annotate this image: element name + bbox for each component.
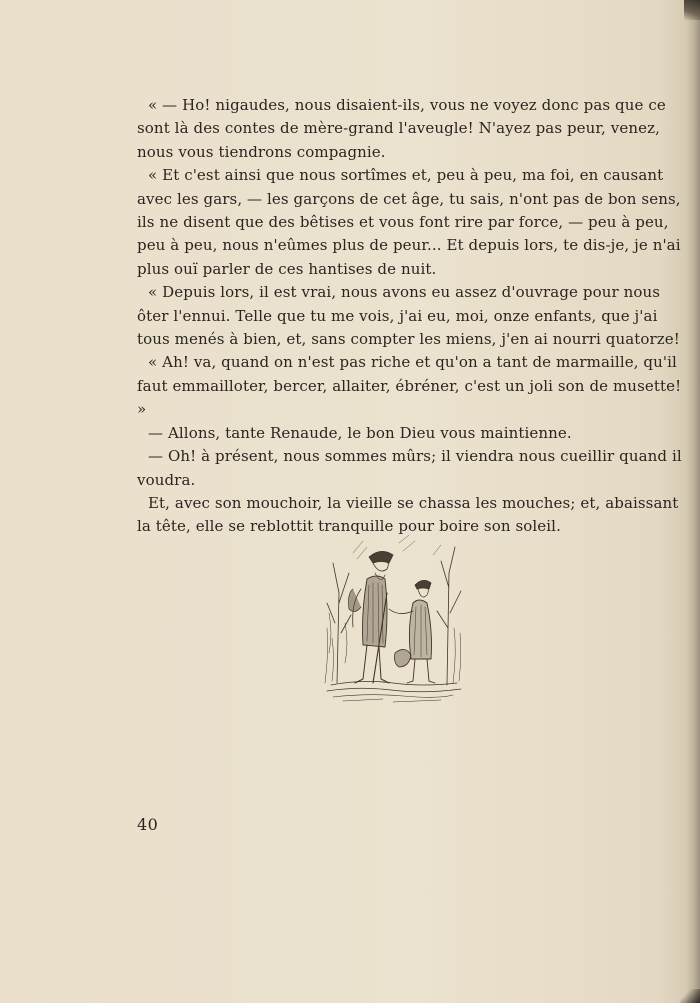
page-corner-top-right (684, 0, 700, 20)
body-text (137, 94, 687, 539)
paragraph-4: « Ah! va, quand on n'est pas riche et qu'on a tant de marmaille, qu'il faut emmailloter, bercer, allaiter, ébréner, c'est un joli son de musette! » (137, 353, 682, 419)
paragraph-6: — Oh! à présent, nous sommes mûrs; il viendra nous cueillir quand il voudra. (137, 447, 682, 489)
page-edge-shadow (686, 0, 700, 1003)
paragraph-1: « — Ho! nigaudes, nous disaient-ils, vous ne voyez donc pas que ce sont là des contes de mère-grand l'aveugle! N'ayez pas peur, venez, nous vous tiendrons compagnie. (137, 96, 666, 161)
page-corner-bottom-right (680, 989, 700, 1003)
page-number: 40 (137, 815, 159, 834)
paragraph-7: Et, avec son mouchoir, la vieille se chassa les mouches; et, abaissant la tête, elle se reblottit tranquille pour boire son soleil. (137, 493, 679, 536)
paragraph-5: — Allons, tante Renaude, le bon Dieu vous maintienne. (148, 423, 572, 442)
engraving-illustration (323, 533, 465, 705)
paragraph-3: « Depuis lors, il est vrai, nous avons eu assez d'ouvrage pour nous ôter l'ennui. Telle que tu me vois, j'ai eu, moi, onze enfants, que j'ai tous menés à bien, et, sans compter les miens, j'en ai nourri quatorze! (137, 283, 680, 349)
paragraph-2: « Et c'est ainsi que nous sortîmes et, peu à peu, ma foi, en causant avec les gars, — les garçons de cet âge, tu sais, n'ont pas de bon sens, ils ne disent que des bêtises et vous font rire par force, — peu à peu, peu à peu, nous n'eûmes plus de peur... Et depuis lors, te dis-je, je n'ai plus ouï parler de ces hantises de nuit. (137, 166, 681, 278)
